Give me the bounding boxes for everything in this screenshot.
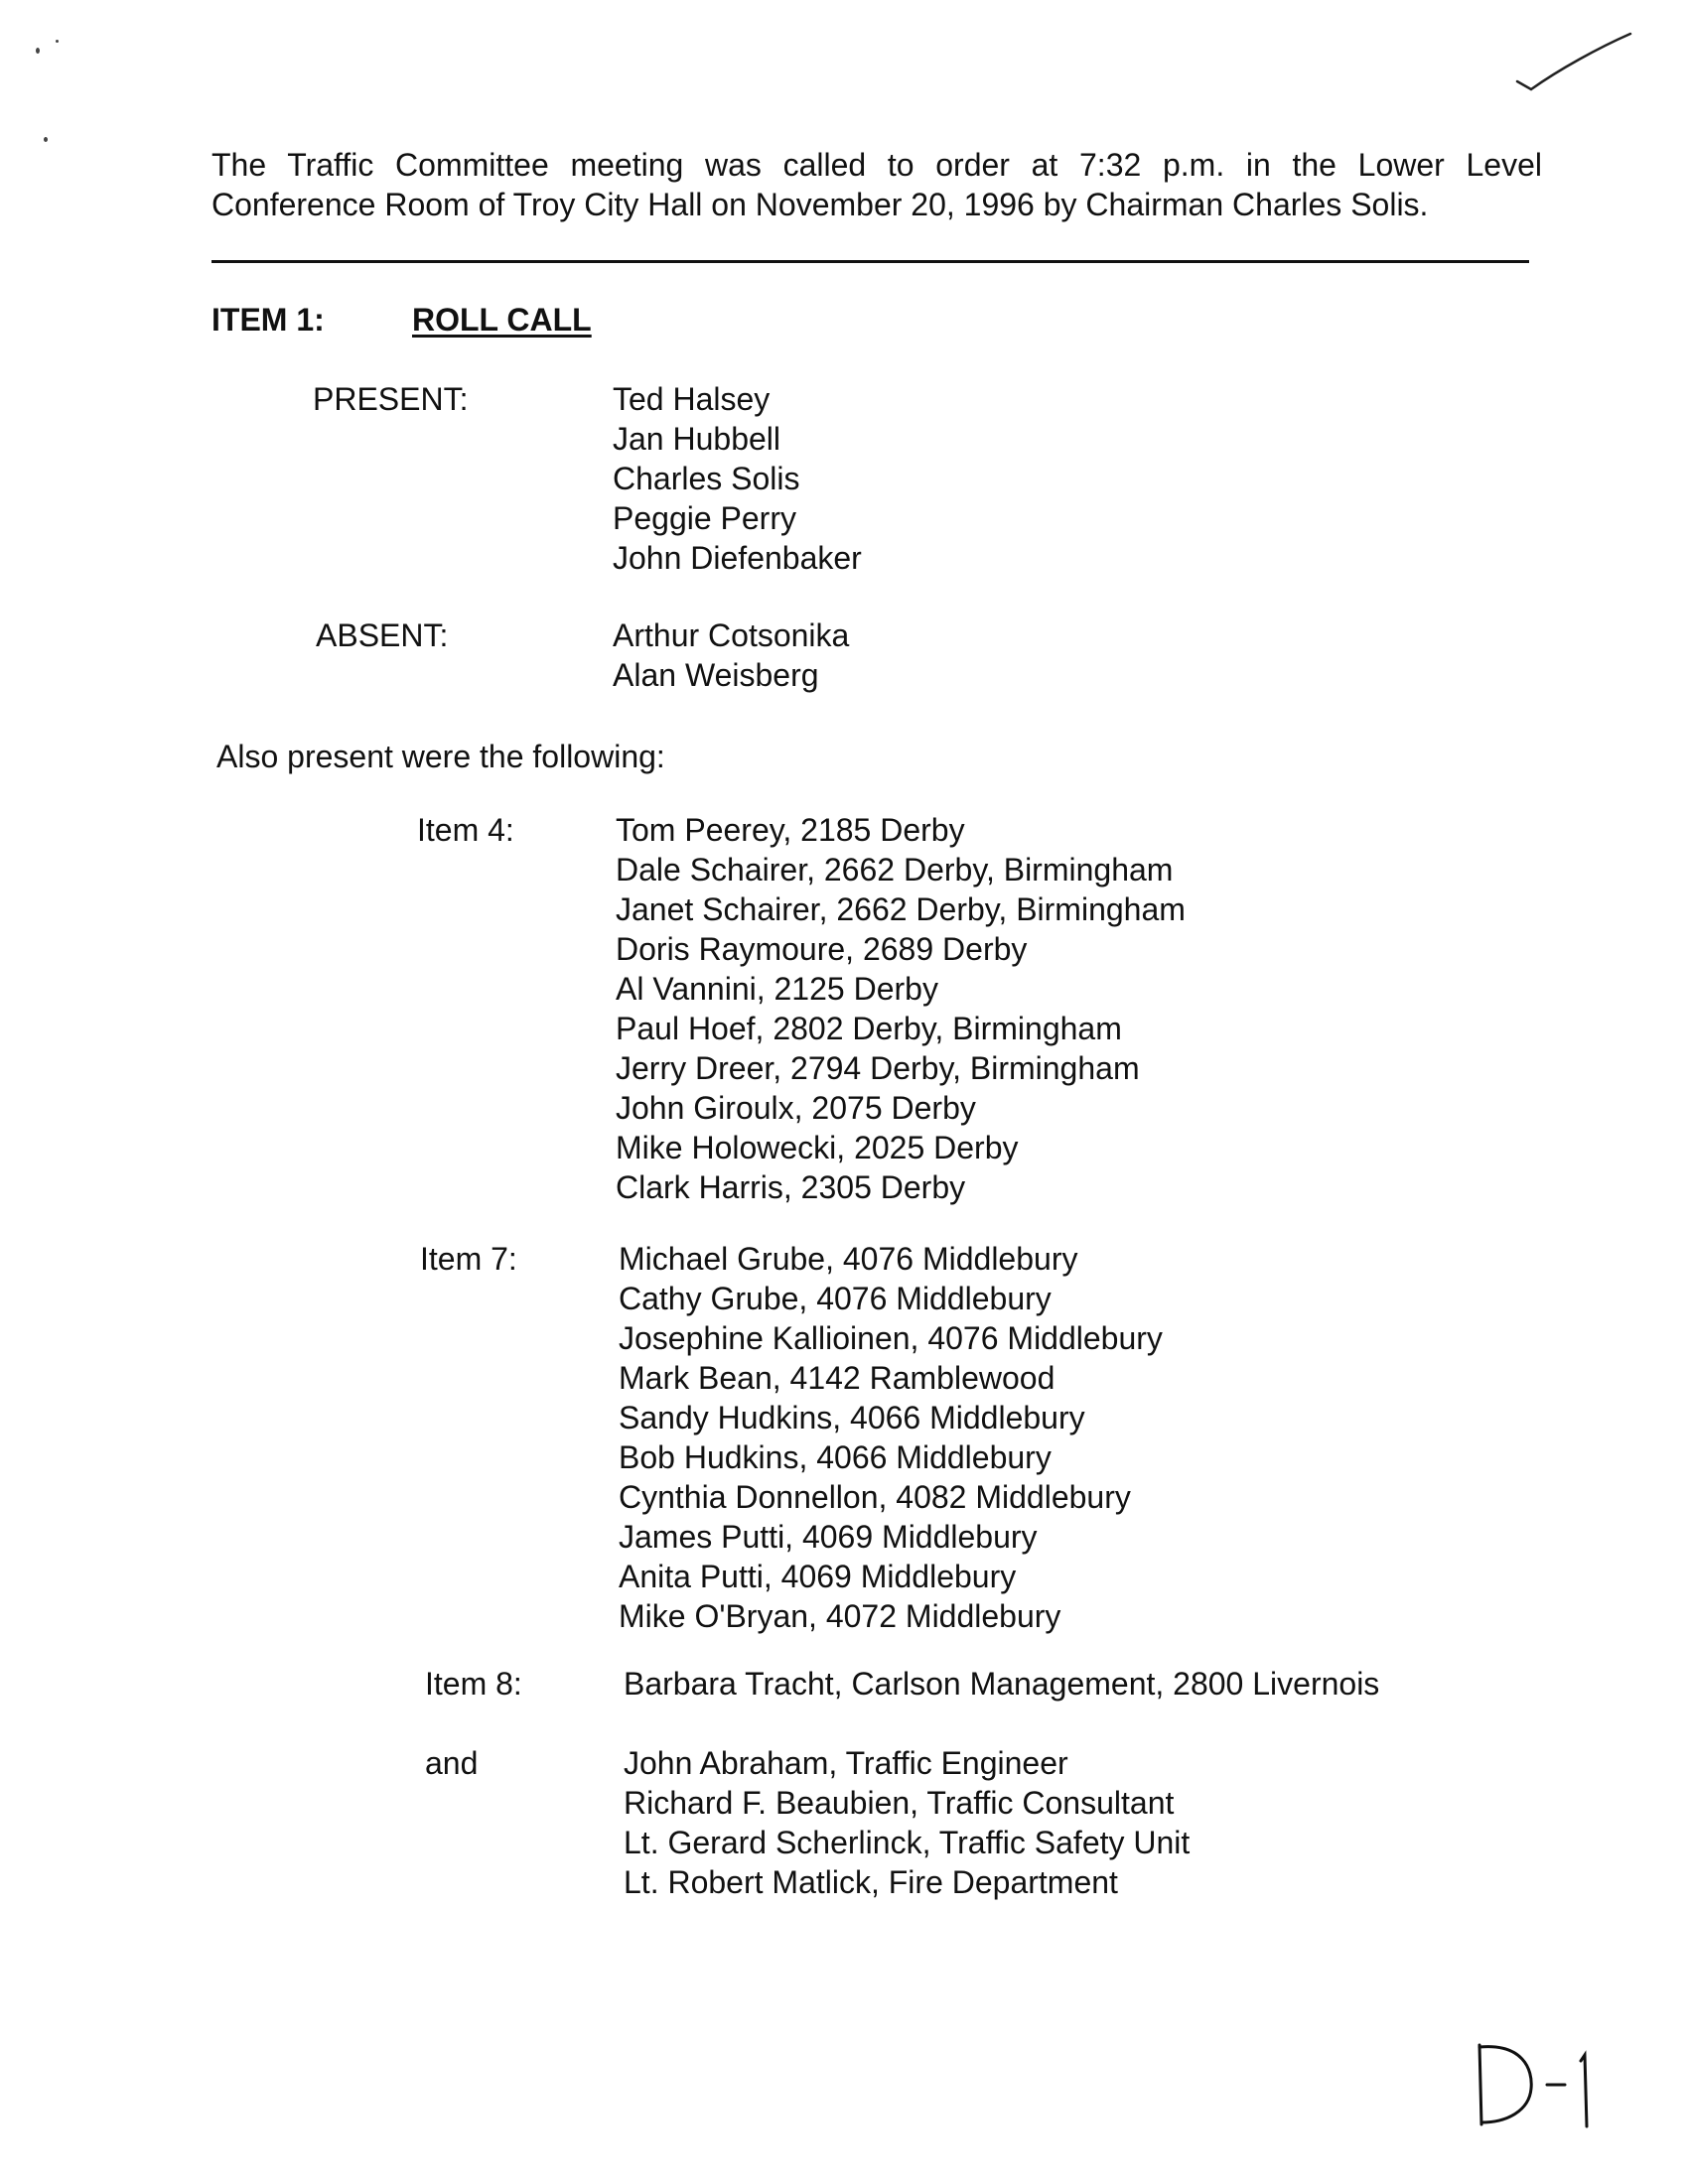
list-item: Cynthia Donnellon, 4082 Middlebury	[619, 1479, 1131, 1515]
present-label: PRESENT:	[313, 381, 469, 417]
list-item: Anita Putti, 4069 Middlebury	[619, 1559, 1017, 1594]
item-8-label: Item 8:	[425, 1666, 522, 1702]
list-item: Richard F. Beaubien, Traffic Consultant	[624, 1785, 1175, 1821]
list-item: Michael Grube, 4076 Middlebury	[619, 1241, 1078, 1277]
list-item: Charles Solis	[613, 461, 800, 496]
list-item: Al Vannini, 2125 Derby	[616, 971, 938, 1007]
list-item: Clark Harris, 2305 Derby	[616, 1169, 966, 1205]
present-list	[613, 379, 862, 578]
intro-line-2: Conference Room of Troy City Hall on November 20, 1996 by Chairman Charles Solis.	[211, 187, 1429, 222]
item-8-attendees	[624, 1664, 1379, 1704]
list-item: Ted Halsey	[613, 381, 771, 417]
item-4-label: Item 4:	[417, 812, 514, 848]
list-item: Jan Hubbell	[613, 421, 780, 457]
item-1-title: ROLL CALL	[412, 302, 592, 338]
item-7-attendees	[619, 1239, 1163, 1636]
list-item: Jerry Dreer, 2794 Derby, Birmingham	[616, 1050, 1140, 1086]
list-item: Alan Weisberg	[613, 657, 819, 693]
checkmark-icon	[1509, 30, 1638, 99]
divider-rule	[211, 260, 1529, 263]
list-item: Josephine Kallioinen, 4076 Middlebury	[619, 1320, 1163, 1356]
list-item: Mark Bean, 4142 Ramblewood	[619, 1360, 1055, 1396]
list-item: Lt. Robert Matlick, Fire Department	[624, 1864, 1118, 1900]
absent-label: ABSENT:	[316, 617, 449, 653]
list-item: Barbara Tracht, Carlson Management, 2800 Livernois	[624, 1666, 1380, 1702]
list-item: Peggie Perry	[613, 500, 796, 536]
item-7-label: Item 7:	[420, 1241, 517, 1277]
list-item: John Giroulx, 2075 Derby	[616, 1090, 976, 1126]
absent-list	[613, 615, 849, 695]
list-item: Lt. Gerard Scherlinck, Traffic Safety Unit	[624, 1825, 1191, 1860]
scan-speck	[36, 48, 40, 54]
also-present-heading: Also present were the following:	[216, 739, 665, 774]
staff-attendees	[624, 1743, 1190, 1902]
intro-line-1: The Traffic Committee meeting was called to order at 7:32 p.m. in the Lower Level	[211, 147, 1542, 183]
list-item: John Abraham, Traffic Engineer	[624, 1745, 1068, 1781]
intro-paragraph	[211, 145, 1542, 224]
list-item: Mike O'Bryan, 4072 Middlebury	[619, 1598, 1061, 1634]
item-1-label: ITEM 1:	[211, 302, 325, 338]
list-item: Arthur Cotsonika	[613, 617, 850, 653]
list-item: Dale Schairer, 2662 Derby, Birmingham	[616, 852, 1174, 887]
item-4-attendees	[616, 810, 1186, 1207]
staff-label: and	[425, 1745, 479, 1781]
list-item: Bob Hudkins, 4066 Middlebury	[619, 1439, 1052, 1475]
scan-speck	[56, 40, 59, 43]
list-item: Cathy Grube, 4076 Middlebury	[619, 1281, 1052, 1316]
list-item: James Putti, 4069 Middlebury	[619, 1519, 1038, 1555]
list-item: Paul Hoef, 2802 Derby, Birmingham	[616, 1011, 1122, 1046]
list-item: John Diefenbaker	[613, 540, 862, 576]
list-item: Janet Schairer, 2662 Derby, Birmingham	[616, 891, 1186, 927]
list-item: Sandy Hudkins, 4066 Middlebury	[619, 1400, 1085, 1435]
scan-speck	[44, 137, 48, 142]
list-item: Mike Holowecki, 2025 Derby	[616, 1130, 1019, 1165]
page-number-mark	[1468, 2039, 1607, 2128]
list-item: Doris Raymoure, 2689 Derby	[616, 931, 1028, 967]
list-item: Tom Peerey, 2185 Derby	[616, 812, 965, 848]
